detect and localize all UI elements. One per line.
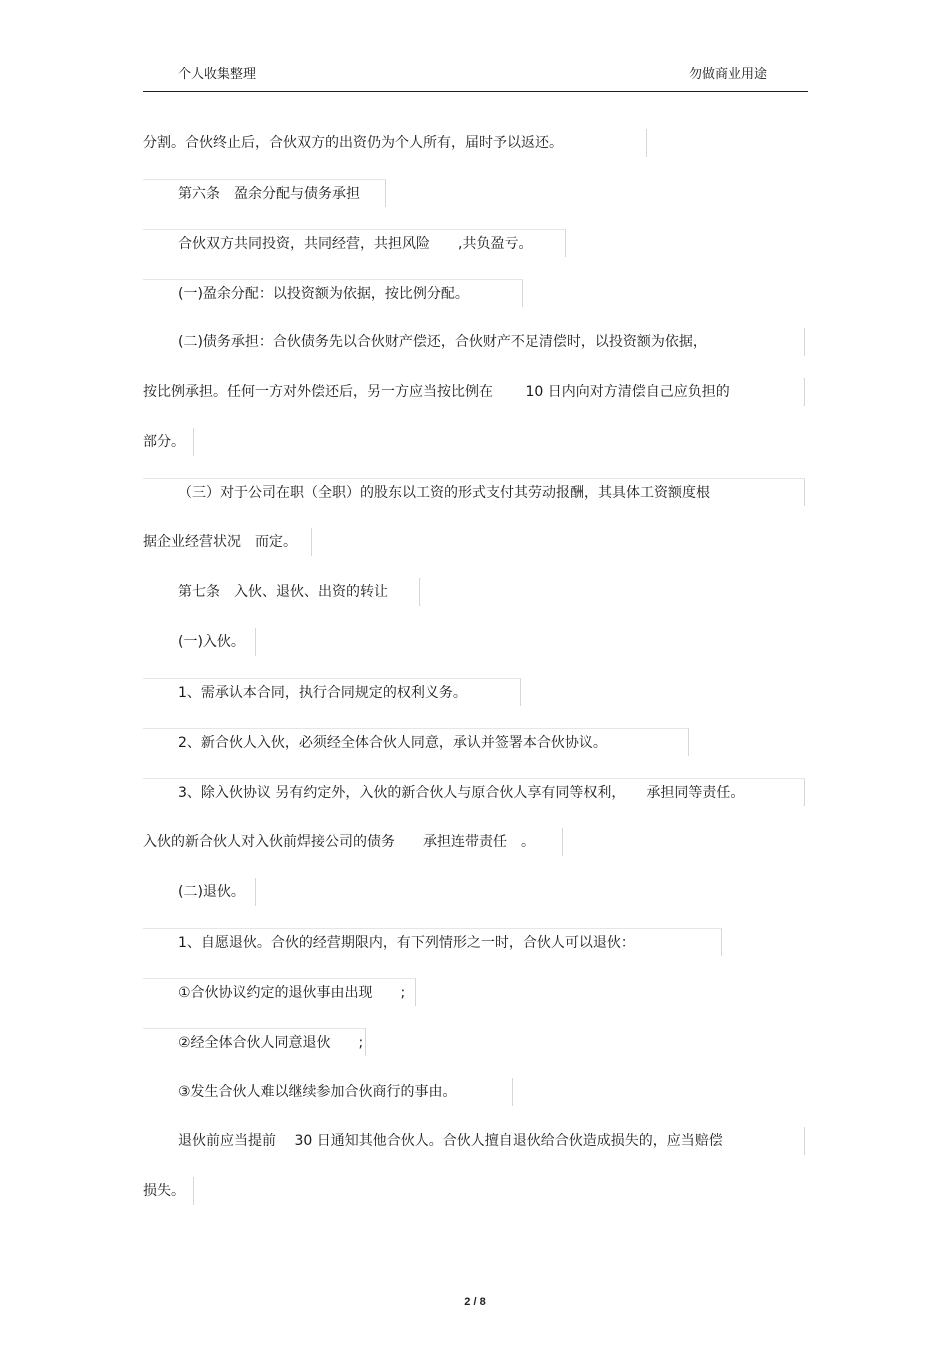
text-line: 合伙双方共同投资，共同经营，共担风险 ,共负盈亏。 <box>143 229 566 257</box>
text-line: （三）对于公司在职（全职）的股东以工资的形式支付其劳动报酬，其具体工资额度根 <box>143 478 805 506</box>
article-heading: 第六条 盈余分配与债务承担 <box>143 179 386 207</box>
text-line: 入伙的新合伙人对入伙前焊接公司的债务 承担连带责任 。 <box>143 828 563 856</box>
text-line: 据企业经营状况 而定。 <box>143 528 312 556</box>
header-rule <box>143 91 808 92</box>
text-line: 分割。合伙终止后，合伙双方的出资仍为个人所有，届时予以返还。 <box>143 129 647 157</box>
article-heading: 第七条 入伙、退伙、出资的转让 <box>143 578 420 606</box>
list-item: ③发生合伙人难以继续参加合伙商行的事由。 <box>143 1078 513 1106</box>
text-line: (一)盈余分配：以投资额为依据，按比例分配。 <box>143 279 523 307</box>
text-line: 1、需承认本合同，执行合同规定的权利义务。 <box>143 678 521 706</box>
text-line: 2、新合伙人入伙，必须经全体合伙人同意，承认并签署本合伙协议。 <box>143 728 689 756</box>
header-left-text: 个人收集整理 <box>178 67 257 82</box>
text-line: 1、自愿退伙。合伙的经营期限内，有下列情形之一时，合伙人可以退伙： <box>143 928 722 956</box>
page-number: 2 / 8 <box>464 1296 486 1308</box>
header-right-text: 勿做商业用途 <box>689 67 768 82</box>
text-line: 部分。 <box>143 428 194 456</box>
section-heading: (一)入伙。 <box>143 628 256 656</box>
text-line: 3、除入伙协议 另有约定外，入伙的新合伙人与原合伙人享有同等权利， 承担同等责任。 <box>143 778 805 806</box>
text-line: (二)债务承担：合伙债务先以合伙财产偿还，合伙财产不足清偿时，以投资额为依据， <box>143 328 805 356</box>
section-heading: (二)退伙。 <box>143 878 256 906</box>
text-line: 按比例承担。任何一方对外偿还后，另一方应当按比例在 10 日内向对方清偿自己应负担的 <box>143 378 805 406</box>
text-line: 退伙前应当提前 30 日通知其他合伙人。合伙人擅自退伙给合伙造成损失的，应当赔偿 <box>143 1127 805 1155</box>
list-item: ①合伙协议约定的退伙事由出现 ; <box>143 978 416 1006</box>
text-line: 损失。 <box>143 1177 194 1205</box>
list-item: ②经全体合伙人同意退伙 ; <box>143 1028 366 1056</box>
